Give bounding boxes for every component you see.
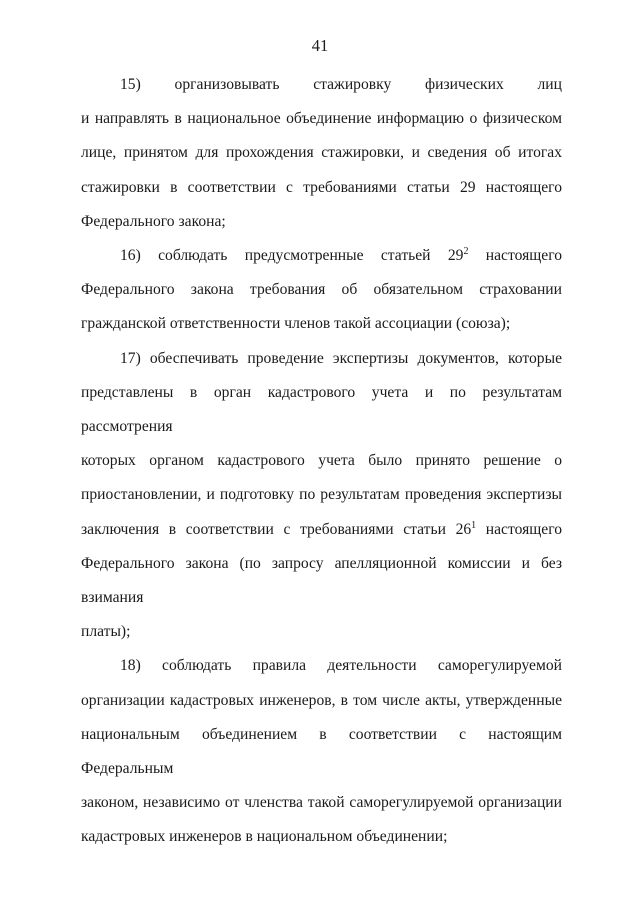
text-line: приостановлении, и подготовку по результатам проведения экспертизы — [81, 486, 562, 504]
superscript: 1 — [471, 519, 477, 531]
text-line: кадастровых инженеров в национальном объединении; — [81, 828, 448, 846]
text-line: Федерального закона (по запросу апелляционной комиссии и без взимания — [81, 554, 562, 607]
text-fragment: заключения в соответствии с требованиями статьи 26 — [81, 520, 472, 538]
text-line-with-superscript — [81, 239, 562, 273]
text-line: представлены в орган кадастрового учета и по результатам рассмотрения — [81, 383, 562, 436]
paragraph-17 — [81, 342, 562, 650]
text-line: 18) соблюдать правила деятельности саморегулируемой — [120, 657, 562, 675]
text-line: и направлять в национальное объединение информацию о физическом — [81, 110, 562, 128]
text-line: лице, принятом для прохождения стажировки, и сведения об итогах — [81, 144, 562, 162]
text-line-with-superscript — [81, 513, 562, 547]
text-line: которых органом кадастрового учета было принято решение о — [81, 452, 562, 470]
text-line: платы); — [81, 623, 131, 641]
text-fragment: 16) соблюдать предусмотренные статьей 29 — [120, 247, 464, 265]
text-line: гражданской ответственности членов такой ассоциации (союза); — [81, 315, 511, 333]
page-number: 41 — [311, 36, 329, 55]
text-line: стажировки в соответствии с требованиями статьи 29 настоящего — [81, 178, 562, 196]
paragraph-15 — [81, 68, 562, 239]
document-body — [81, 68, 562, 855]
paragraph-16 — [81, 239, 562, 342]
text-line: законом, независимо от членства такой саморегулируемой организации — [81, 794, 562, 812]
text-line: 15) организовывать стажировку физических лиц — [120, 76, 562, 93]
text-fragment: настоящего — [476, 520, 562, 538]
superscript: 2 — [463, 245, 469, 257]
paragraph-18 — [81, 649, 562, 854]
text-line: Федерального закона; — [81, 212, 226, 230]
text-line: организации кадастровых инженеров, в том числе акты, утвержденные — [81, 691, 562, 709]
text-fragment: настоящего — [468, 247, 562, 265]
text-line: национальным объединением в соответствии с настоящим Федеральным — [81, 725, 562, 778]
text-line: 17) обеспечивать проведение экспертизы документов, которые — [120, 349, 562, 367]
text-line: Федерального закона требования об обязательном страховании — [81, 281, 562, 299]
